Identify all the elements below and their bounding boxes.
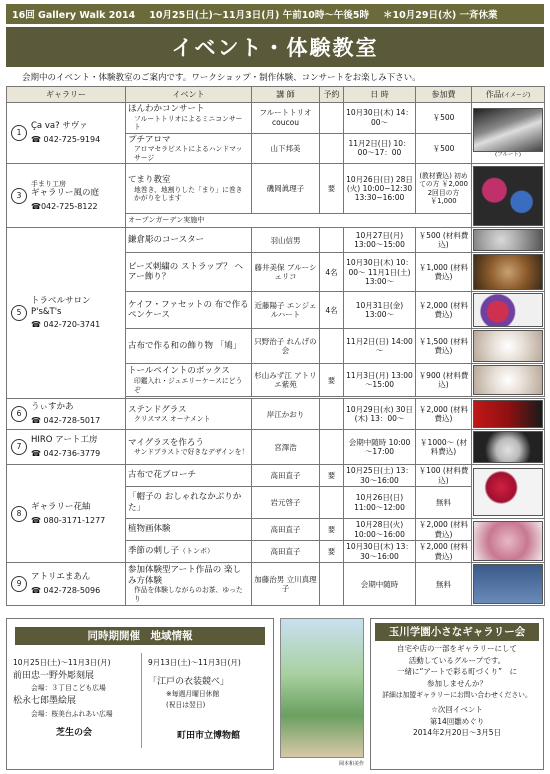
table-row: ビーズ刺繍の ストラップ？ ヘアー飾り？ 藤井美保 ブルーシェリコ 4名 10月30日(木) 10：00～ 11月1日(土) 13:00～ ￥1,000 (材料費込) (7, 253, 545, 292)
tamagawa-box: 玉川学園小さなギャラリー会 自宅や店の一部をギャラリーにして 活動しているグループです。 一緒に“アートで彩る町づくり” に 参加しませんか？ 詳細は加盟ギャラリーにお問い合わせください。 ☆次回イベント 第14回雛めぐり 2014年2月20日～3月5日 (370, 618, 544, 770)
gallery-number: 7 (11, 439, 27, 455)
event-photo: (フルート) (472, 103, 545, 164)
table-row: 季節の刺し子（トンボ） 高田直子 要 10月30日(木) 13：30～16:00 ￥2,000 (材料費込) (7, 541, 545, 563)
gallery-name: Ça va? サヴァ (31, 121, 88, 132)
gallery-name: ギャラリー風の庭 (31, 188, 100, 199)
event-photo (472, 465, 545, 519)
event-photo (472, 164, 545, 228)
gallery-number: 5 (11, 305, 27, 321)
col-gallery: ギャラリー (7, 87, 126, 103)
gallery-number: 8 (11, 506, 27, 522)
table-row: 6 うぃすかあ ☎ 042-728-5017 ステンドグラス クリスマス オーナメント 岸江かおり 10月29日(水) 30日(木) 13：00～ ￥2,000 (材料費込) (7, 399, 545, 430)
intro-text: 会期中のイベント・体験教室のご案内です。ワークショップ・制作体験、コンサートをお楽しみ下さい。 (22, 73, 421, 83)
event-table (6, 86, 545, 606)
tamagawa-title: 玉川学園小さなギャラリー会 (375, 623, 539, 641)
gallery-tel: ☎042-725-8122 (31, 201, 98, 211)
gallery-cell-9 (7, 563, 126, 606)
event-photo (472, 430, 545, 465)
edition-title: 16回 Gallery Walk 2014 (12, 10, 136, 21)
local-info-box (6, 618, 274, 770)
event-photo (472, 519, 545, 563)
gallery-name: HIRO アート工房 (31, 435, 98, 446)
gallery-number: 3 (11, 188, 27, 204)
gallery-name: うぃすかあ (31, 402, 74, 413)
gallery-number: 6 (11, 406, 27, 422)
col-date: 日 時 (344, 87, 416, 103)
gallery-tel: ☎ 042-725-9194 (31, 134, 101, 144)
event-photo (472, 364, 545, 397)
table-row: 9 アトリエまあん ☎ 042-728-5096 参加体験型アート作品の 楽しみ方体験 作品を体験しながらのお茶、ゆったり 加藤治男 立川真理子 会期中随時 無料 (7, 563, 545, 606)
table-row: 「帽子の おしゃれなかぶりかた」 岩元啓子 10月26日(日) 11:00～12:00 無料 (7, 487, 545, 519)
table-row: 3 手まり工房 ギャラリー風の庭 ☎042-725-8122 てまり教室 地巻き、地割りした「まり」に巻きかがりをします 磯岡眞理子 要 10月26日(日) 28日(火) 10:00~12:30 13:30~16:00 (教材費込) 初めての方 ￥2,000 2回目の方 ￥1,000 (7, 164, 545, 214)
col-fee: 参加費 (416, 87, 472, 103)
gallery-number: 1 (11, 125, 27, 141)
table-row: 植物画体験 高田直子 要 10月28日(火) 10:00～16:00 ￥2,000 (材料費込) (7, 519, 545, 541)
table-header-row (7, 87, 545, 103)
period-text: 10月25日(土)～11月3日(月) 午前10時～午後5時 (149, 10, 370, 21)
gallery-name: ギャラリー花紬 (31, 501, 91, 512)
table-row: 古布で作る和の飾り物 「鳩」 只野治子 れんげの会 11月2日(日) 14:00～ ￥1,500 (材料費込) (7, 329, 545, 364)
painting-caption: 岡本和美作 (338, 761, 364, 767)
col-event: イベント (126, 87, 252, 103)
table-row: 8 ギャラリー花紬 ☎ 080-3171-1277 古布で花ブローチ 高田直子 要 10月25日(土) 13：30～16:00 ￥100 (材料費込) (7, 465, 545, 487)
gallery-name: トラベルサロン P's&T's (31, 296, 91, 317)
table-row: 7 HIRO アート工房 ☎ 042-736-3779 マイグラスを作ろう サンドブラストで好きなデザインを！ 宮澤浩 会期中随時 10:00～17:00 ￥1000～ (材料費込) (7, 430, 545, 465)
gallery-tel: ☎ 042-728-5017 (31, 416, 101, 425)
event-cell: ほんわかコンサート フルートトリオによるミニコンサート (126, 103, 252, 134)
col-photo: 作品(イメージ) (472, 87, 545, 103)
gallery-cell-3: 3 手まり工房 ギャラリー風の庭 ☎042-725-8122 (7, 164, 126, 228)
painting-image (280, 618, 364, 758)
page-title: イベント・体験教室 (6, 27, 544, 67)
gallery-cell-5 (7, 228, 126, 399)
local-info-right: 9月13日(土)～11月3日(月) 「江戸の衣装競べ」 ※毎週月曜日休館 (祝日は翌日) 町田市立博物館 (141, 653, 275, 748)
table-row: プチアロマ アロマセラピストによるハンドマッサージ 山下邦美 11月2日(日) 10：00～17：00 ￥500 (7, 133, 545, 164)
event-photo (472, 563, 545, 606)
gallery-tel: ☎ 080-3171-1277 (31, 515, 106, 525)
col-teacher: 講 師 (252, 87, 320, 103)
gallery-cell-1 (7, 103, 126, 164)
closed-note: ＊10月29日(水) 一斉休業 (383, 10, 498, 21)
local-info-title: 同時期開催 地域情報 (15, 627, 265, 645)
gallery-tel: ☎ 042-720-3741 (31, 320, 101, 330)
gallery-number: 9 (11, 576, 27, 592)
event-photo (472, 253, 545, 292)
gallery-cell-6 (7, 399, 126, 430)
gallery-tel: ☎ 042-728-5096 (31, 586, 101, 595)
event-photo (472, 292, 545, 329)
local-info-left: 10月25日(土)～11月3日(月) 前田忠一野外彫刻展 会場：３丁目こども広場 松永七郎墨絵展 会場：桜美台ふれあい広場 芝生の会 (13, 658, 113, 738)
event-photo (472, 399, 545, 430)
event-photo (472, 228, 545, 253)
table-row: ケイフ・ファセットの 布で作るペンケース 近藤陽子 エンジェルハート 4名 10月31日(金) 13:00～ ￥2,000 (材料費込) (7, 292, 545, 329)
table-row: オープンガーデン実施中 (7, 214, 545, 228)
gallery-name: アトリエまあん (31, 572, 91, 583)
header-bar (6, 4, 544, 24)
table-row: 5 トラベルサロン P's&T's ☎ 042-720-3741 鎌倉彫のコースター 羽山信男 10月27日(月) 13:00～15:00 ￥500 (材料費込) (7, 228, 545, 253)
table-row: トールペイントのボックス 印鑑入れ・ジュエリーケースにどうぞ 杉山みず江 アトリエ紫苑 要 11月3日(月) 13:00～15:00 ￥900 (材料費込) (7, 364, 545, 397)
gallery-cell-8 (7, 465, 126, 563)
gallery-tel: ☎ 042-736-3779 (31, 449, 101, 458)
table-row: 1 Ça va? サヴァ ☎ 042-725-9194 ほんわかコンサート フルートトリオによるミニコンサート フルートトリオ coucou 10月30日(木) 14：00～ ￥500 (フルート) (7, 103, 545, 134)
gallery-cell-7 (7, 430, 126, 465)
event-photo (472, 329, 545, 364)
col-reserve: 予約 (320, 87, 344, 103)
